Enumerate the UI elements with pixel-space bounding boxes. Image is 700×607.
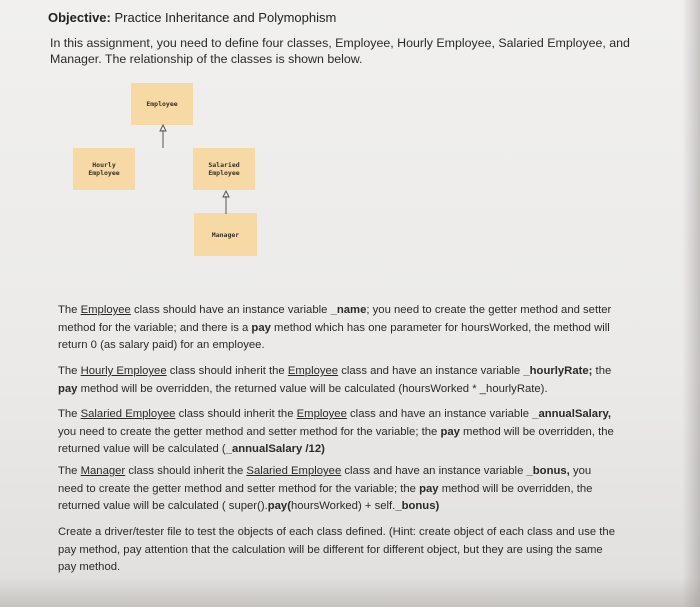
p1-text-4: method which has one parameter for hoursWorked, the method will return 0 (as salary paid) for an employee. — [58, 321, 610, 351]
title-label: Objective: — [48, 10, 111, 25]
bonus-variable: _bonus, — [526, 465, 570, 477]
p4-text-1: The — [58, 465, 81, 477]
p3-text-4: you need to create the getter method and setter method for the variable; the — [58, 425, 441, 438]
p2-text-2: class should inherit the — [166, 365, 288, 377]
hourly-employee-box — [73, 148, 135, 190]
p3-text-3: class and have an instance variable — [346, 408, 533, 420]
employee-description — [58, 302, 618, 355]
p1-text-3: ; you need to create the getter method and setter method for the variable; and there is a — [58, 304, 612, 334]
inheritance-arrow-manager-to-salaried — [219, 190, 233, 214]
pay-method-ref: pay — [251, 321, 271, 334]
annual-salary-variable: _annualSalary, — [532, 408, 612, 420]
salaried-class-ref: Salaried Employee — [80, 408, 176, 420]
p5-text-1: Create a driver/tester file to test the objects of each class defined. (Hint: create object of each class and use the pay method, pay attention that the calculation will be different for different object, but they are using the same pay method. — [58, 526, 615, 573]
manager-box — [194, 213, 257, 256]
salaried-box-line2: Employee — [208, 169, 240, 177]
annual-salary-expression: _annualSalary /12) — [225, 443, 325, 455]
pay-method-ref: pay — [58, 382, 78, 395]
p3-text-1: The — [58, 408, 81, 420]
manager-class-ref: Manager — [80, 465, 126, 477]
salaried-parent-ref: Salaried Employee — [246, 465, 342, 477]
bonus-expression: _bonus) — [395, 500, 440, 512]
p4-text-4: you need to create the getter method and setter method for the variable; the — [58, 465, 592, 495]
salaried-employee-description — [58, 406, 618, 459]
inheritance-arrow-salaried-to-employee — [156, 124, 170, 148]
hourly-employee-description — [58, 363, 618, 398]
p2-text-1: The — [58, 365, 81, 377]
manager-box-label: Manager — [211, 230, 240, 239]
pay-method-ref: pay — [419, 482, 439, 495]
name-variable: _name — [330, 304, 367, 316]
employee-box — [131, 83, 193, 125]
employee-parent-ref: Employee — [296, 408, 347, 420]
salaried-employee-box — [193, 148, 255, 190]
hourly-class-ref: Hourly Employee — [80, 365, 167, 377]
page-title — [48, 10, 336, 25]
salaried-box-line1: Salaried — [208, 161, 240, 169]
employee-parent-ref: Employee — [287, 365, 339, 377]
hourly-box-line1: Hourly — [92, 161, 116, 169]
manager-description — [58, 463, 618, 516]
employee-box-label: Employee — [146, 100, 178, 108]
p4-text-5: method will be overridden, the returned value will be calculated ( super(). — [58, 482, 593, 512]
p4-text-2: class should inherit the — [125, 465, 247, 477]
p3-text-2: class should inherit the — [175, 408, 297, 420]
driver-instructions — [58, 524, 618, 577]
p1-text-1: The — [58, 304, 81, 316]
employee-class-ref: Employee — [80, 304, 131, 316]
photo-shading-right — [682, 0, 700, 607]
p3-text-5: method will be overridden, the returned value will be calculated ( — [58, 425, 614, 455]
title-text: Practice Inheritance and Polymophism — [114, 10, 337, 25]
super-pay-call: pay( — [267, 500, 291, 512]
p1-text-2: class should have an instance variable — [130, 304, 331, 316]
p2-text-5: method will be overridden, the returned value will be calculated (hoursWorked * _hourlyRate). — [77, 382, 548, 395]
photo-shading-bottom — [0, 577, 700, 607]
p2-text-3: class and have an instance variable — [338, 365, 524, 377]
pay-method-ref: pay — [440, 425, 460, 438]
hourly-box-line2: Employee — [88, 169, 120, 177]
p4-text-3: class and have an instance variable — [341, 465, 527, 477]
p2-text-4: the — [592, 365, 612, 377]
hourly-rate-variable: _hourlyRate; — [523, 365, 593, 377]
p4-text-6: hoursWorked) + self. — [290, 500, 396, 512]
intro-paragraph: In this assignment, you need to define four classes, Employee, Hourly Employee, Salaried Employee, and Manager. The relationship of the classes is shown below. — [50, 36, 630, 66]
